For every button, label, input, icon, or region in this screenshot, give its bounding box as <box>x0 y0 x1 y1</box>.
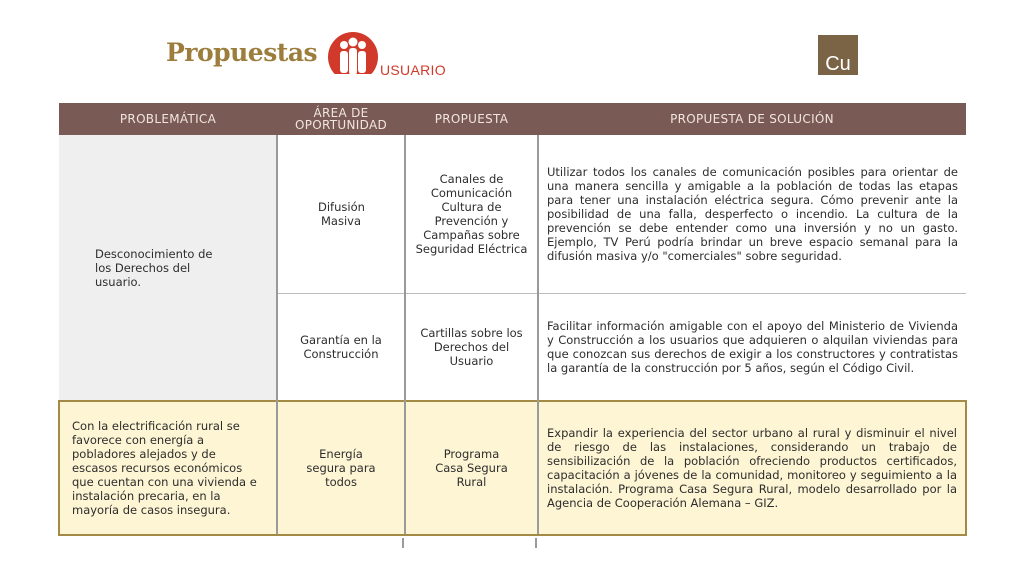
cell-area: Difusión Masiva <box>277 135 405 293</box>
cell-propuesta: Cartillas sobre los Derechos del Usuario <box>405 293 538 401</box>
header-propuesta: PROPUESTA <box>405 103 538 135</box>
table-row <box>59 135 966 293</box>
logo-text: USUARIO <box>380 62 446 78</box>
cell-area: Energía segura para todos <box>277 401 405 535</box>
cell-problematica: Con la electrificación rural se favorece con energía a pobladores alejados y de escasos recursos económicos que cuentan con una vivienda e instalación precaria, en la mayoría de casos insegura. <box>59 401 277 535</box>
badge-text: Cu <box>825 53 851 75</box>
cell-propuesta: Programa Casa Segura Rural <box>405 401 538 535</box>
cell-solucion: Utilizar todos los canales de comunicación posibles para orientar de una manera sencilla y amigable a la población de todas las etapas para tener una instalación eléctrica segura. Cómo prevenir ante la posibilidad de una falla, desperfecto o incendio. La cultura de la prevención se debe entender como una inversión y no un gasto. Ejemplo, TV Perú podría brindar un breve espacio semanal para la difusión masiva y/o "comerciales" sobre seguridad. <box>547 164 958 263</box>
column-divider-stub <box>402 538 404 548</box>
column-divider-stub <box>535 538 537 548</box>
page-title: Propuestas <box>166 38 318 67</box>
corner-badge <box>818 35 858 75</box>
cell-solucion: Expandir la experiencia del sector urbano al rural y disminuir el nivel de riesgo de las instalaciones, considerando un trabajo de sensibilización de la población ofreciendo productos certificados, capacitación a jóvenes de la comunidad, monitoreo y seguimiento a la instalación. Programa Casa Segura Rural, modelo desarrollado por la Agencia de Cooperación Alemana – GIZ. <box>538 401 966 535</box>
cell-propuesta: Canales de Comunicación Cultura de Prevención y Campañas sobre Seguridad Eléctrica <box>405 135 538 293</box>
header-area: ÁREA DE OPORTUNIDAD <box>277 103 405 135</box>
proposals-table <box>58 103 967 536</box>
cell-problematica: Desconocimiento de los Derechos del usuario. <box>59 135 277 401</box>
cell-solucion: Facilitar información amigable con el apoyo del Ministerio de Vivienda y Construcción a los usuarios que adquieren o alquilan viviendas para que conozcan sus derechos de exigir a los constructores y contratistas la garantía de la construcción por 5 años, según el Código Civil. <box>538 293 966 401</box>
header-problematica: PROBLEMÁTICA <box>59 103 277 135</box>
cell-area: Garantía en la Construcción <box>277 293 405 401</box>
table-header-row <box>59 103 966 135</box>
table-row <box>59 401 966 535</box>
header-solucion: PROPUESTA DE SOLUCIÓN <box>538 103 966 135</box>
